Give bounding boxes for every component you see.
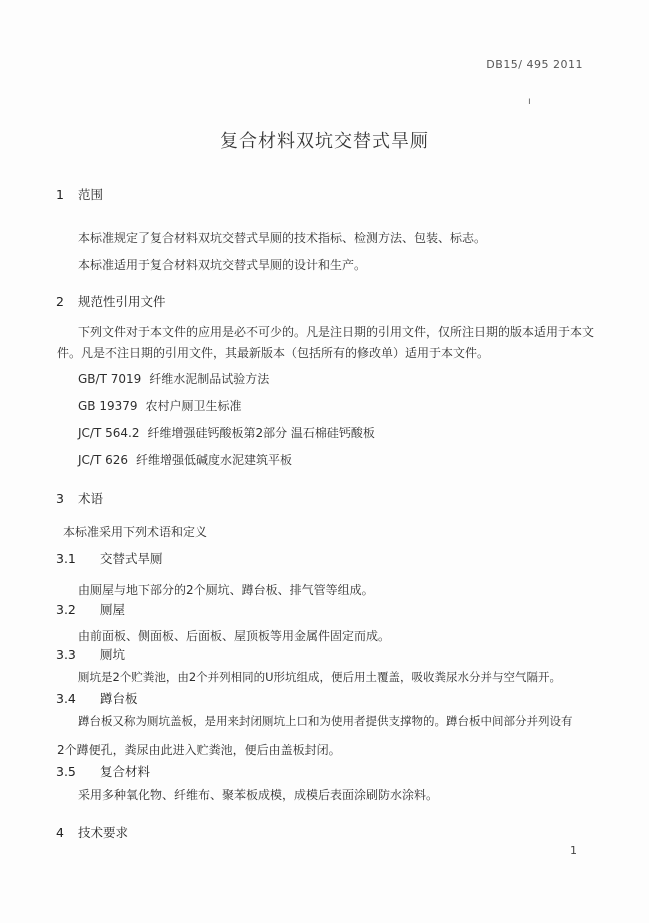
section-2-heading (56, 292, 166, 310)
term-title: 厕屋 (100, 602, 126, 617)
term-title: 厕坑 (100, 647, 126, 662)
term-number: 3.4 (56, 691, 76, 706)
term-definition: 2个蹲便孔，粪尿由此进入贮粪池，便后由盖板封闭。 (57, 743, 341, 757)
term-definition: 由厕屋与地下部分的2个厕坑、蹲台板、排气管等组成。 (78, 583, 374, 597)
paragraph: 本标准规定了复合材料双坑交替式旱厕的技术指标、检测方法、包装、标志。 (78, 231, 487, 245)
term-definition: 采用多种氧化物、纤维布、聚苯板成模，成模后表面涂刷防水涂料。 (78, 788, 439, 802)
section-title: 术语 (78, 491, 104, 506)
term-title: 复合材料 (100, 764, 151, 779)
section-number: 1 (56, 187, 64, 202)
reference-code: JC/T 626 (78, 453, 129, 467)
reference-code: JC/T 564.2 (78, 426, 140, 440)
reference-code: GB/T 7019 (78, 372, 142, 386)
section-title: 规范性引用文件 (78, 294, 166, 309)
term-number: 3.5 (56, 764, 76, 779)
paragraph: 本标准适用于复合材料双坑交替式旱厕的设计和生产。 (78, 258, 367, 272)
section-title: 技术要求 (78, 825, 129, 840)
reference-code: GB 19379 (78, 399, 138, 413)
section-number: 3 (56, 491, 64, 506)
page-number: 1 (570, 844, 577, 857)
term-definition: 厕坑是2个贮粪池，由2个并列相同的U形坑组成，便后用土覆盖，吸收粪尿水分并与空气隔开。 (78, 670, 562, 684)
reference-item (78, 424, 375, 441)
term-number: 3.2 (56, 602, 76, 617)
term-heading (56, 549, 163, 567)
reference-title: 纤维水泥制品试验方法 (149, 372, 270, 386)
term-title: 蹲台板 (100, 691, 138, 706)
paragraph: 件。凡是不注日期的引用文件，其最新版本（包括所有的修改单）适用于本文件。 (57, 346, 490, 360)
term-title: 交替式旱厕 (100, 551, 163, 566)
section-number: 2 (56, 294, 64, 309)
reference-item (78, 397, 242, 414)
section-3-heading (56, 489, 103, 507)
reference-title: 农村户厕卫生标准 (145, 399, 242, 413)
paragraph: 下列文件对于本文件的应用是必不可少的。凡是注日期的引用文件，仅所注日期的版本适用于本文 (78, 325, 595, 339)
term-number: 3.3 (56, 647, 76, 662)
term-heading (56, 600, 125, 618)
term-heading (56, 762, 150, 780)
term-definition: 蹲台板又称为厕坑盖板，是用来封闭厕坑上口和为使用者提供支撑物的。蹲台板中间部分并列设有 (78, 714, 573, 728)
reference-item (78, 451, 292, 468)
term-heading (56, 689, 138, 707)
section-4-heading (56, 823, 128, 841)
reference-title: 纤维增强低碱度水泥建筑平板 (136, 453, 293, 467)
paragraph: 本标准采用下列术语和定义 (63, 525, 208, 539)
stray-mark: ı (528, 96, 531, 107)
document-number: DB15/ 495 2011 (486, 58, 583, 71)
term-number: 3.1 (56, 551, 76, 566)
reference-item (78, 370, 269, 387)
page-title: 复合材料双坑交替式旱厕 (220, 131, 429, 152)
section-title: 范围 (78, 187, 104, 202)
section-number: 4 (56, 825, 64, 840)
term-definition: 由前面板、侧面板、后面板、屋顶板等用金属件固定而成。 (78, 629, 391, 643)
reference-title: 纤维增强硅钙酸板第2部分 温石棉硅钙酸板 (147, 426, 375, 440)
section-1-heading (56, 185, 103, 203)
term-heading (56, 645, 125, 663)
